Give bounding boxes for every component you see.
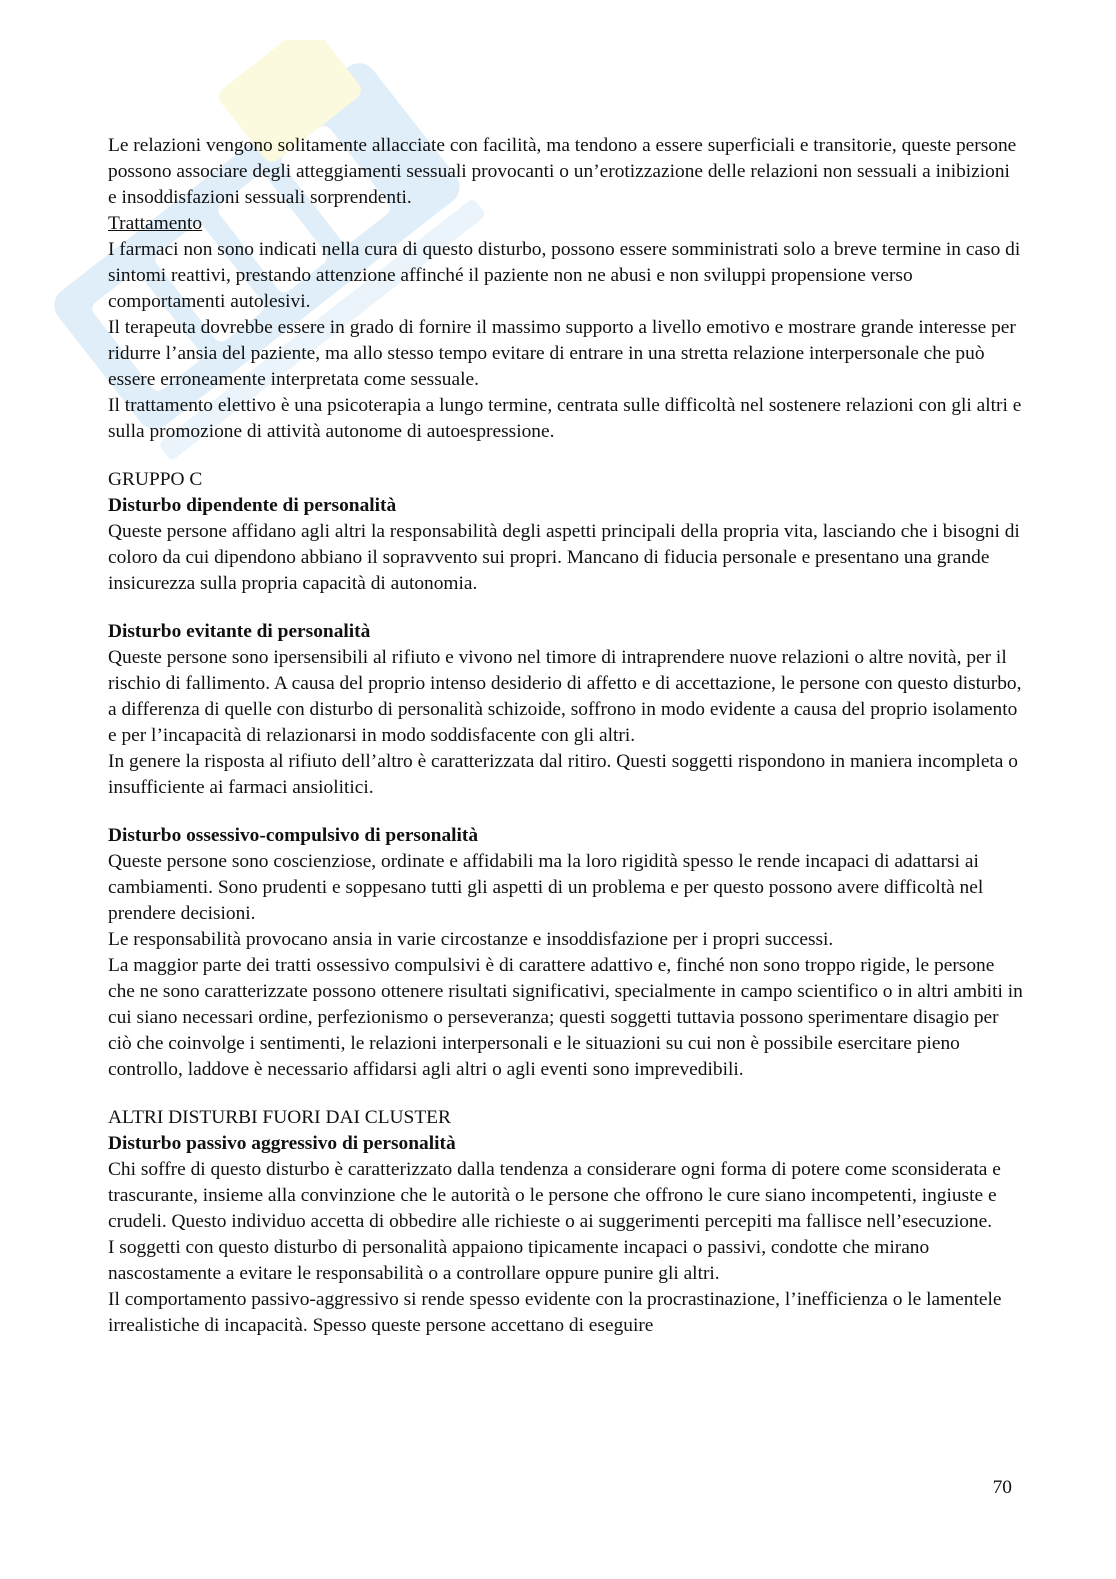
section-heading-ossessivo: Disturbo ossessivo-compulsivo di personalità [108,825,479,846]
section-heading-evitante: Disturbo evitante di personalità [108,621,371,642]
section-heading-dipendente: Disturbo dipendente di personalità [108,495,397,516]
spacer [108,597,1023,619]
paragraph: La maggior parte dei tratti ossessivo compulsivi è di carattere adattivo e, finché non sono troppo rigide, le persone che ne sono caratterizzate possono ottenere risultati significativi, specialmente in campo scientifico o in altri ambiti in cui siano necessari ordine, perfezionismo o perseveranza; questi soggetti tuttavia possono sperimentare disagio per ciò che coinvolge i sentimenti, le relazioni interpersonali e le situazioni su cui non è possibile esercitare pieno controllo, laddove è necessario affidarsi agli altri o agli eventi sono imprevedibili. [108,955,1023,1080]
group-heading: GRUPPO C [108,469,203,490]
paragraph: In genere la risposta al rifiuto dell’altro è caratterizzata dal ritiro. Questi soggetti rispondono in maniera incompleta o insufficiente ai farmaci ansiolitici. [108,751,1018,798]
paragraph: Il comportamento passivo-aggressivo si rende spesso evidente con la procrastinazione, l’inefficienza o le lamentele irrealistiche di incapacità. Spesso queste persone accettano di eseguire [108,1289,1002,1336]
paragraph: Queste persone affidano agli altri la responsabilità degli aspetti principali della propria vita, lasciando che i bisogni di coloro da cui dipendono abbiano il sopravvento sui propri. Mancano di fiducia personale e presentano una grande insicurezza sulla propria capacità di autonomia. [108,521,1020,594]
paragraph: I soggetti con questo disturbo di personalità appaiono tipicamente incapaci o passivi, condotte che mirano nascostamente a evitare le responsabilità o a controllare oppure punire gli altri. [108,1237,930,1284]
paragraph: Il trattamento elettivo è una psicoterapia a lungo termine, centrata sulle difficoltà nel sostenere relazioni con gli altri e sulla promozione di attività autonome di autoespressione. [108,395,1022,442]
paragraph: Chi soffre di questo disturbo è caratterizzato dalla tendenza a considerare ogni forma di potere come sconsiderata e trascurante, insieme alla convinzione che le autorità o le persone che offrono le cure siano incompetenti, ingiuste e crudeli. Questo individuo accetta di obbedire alle richieste o ai suggerimenti percepiti ma fallisce nell’esecuzione. [108,1159,1001,1232]
paragraph: I farmaci non sono indicati nella cura di questo disturbo, possono essere somministrati solo a breve termine in caso di sintomi reattivi, prestando attenzione affinché il paziente non ne abusi e non sviluppi propensione verso comportamenti autolesivi. [108,239,1021,312]
spacer [108,801,1023,823]
section-heading-passivo: Disturbo passivo aggressivo di personalità [108,1133,456,1154]
paragraph: Queste persone sono coscienziose, ordinate e affidabili ma la loro rigidità spesso le rende incapaci di adattarsi ai cambiamenti. Sono prudenti e soppesano tutti gli aspetti di un problema e per questo possono avere difficoltà nel prendere decisioni. [108,851,984,924]
paragraph: Le responsabilità provocano ansia in varie circostanze e insoddisfazione per i propri successi. [108,929,834,950]
document-body [108,133,1023,1339]
section-heading-trattamento: Trattamento [108,213,203,234]
group-heading: ALTRI DISTURBI FUORI DAI CLUSTER [108,1107,451,1128]
paragraph: Queste persone sono ipersensibili al rifiuto e vivono nel timore di intraprendere nuove relazioni o altre novità, per il rischio di fallimento. A causa del proprio intenso desiderio di affetto e di accettazione, le persone con questo disturbo, a differenza di quelle con disturbo di personalità schizoide, soffrono in modo evidente a causa del proprio isolamento e per l’incapacità di relazionarsi in modo soddisfacente con gli altri. [108,647,1022,746]
spacer [108,445,1023,467]
spacer [108,1083,1023,1105]
page-number: 70 [992,1477,1012,1498]
paragraph: Le relazioni vengono solitamente allacciate con facilità, ma tendono a essere superficiali e transitorie, queste persone possono associare degli atteggiamenti sessuali provocanti o un’erotizzazione delle relazioni non sessuali a inibizioni e insoddisfazioni sessuali sorprendenti. [108,135,1017,208]
paragraph: Il terapeuta dovrebbe essere in grado di fornire il massimo supporto a livello emotivo e mostrare grande interesse per ridurre l’ansia del paziente, ma allo stesso tempo evitare di entrare in una stretta relazione interpersonale che può essere erroneamente interpretata come sessuale. [108,317,1016,390]
